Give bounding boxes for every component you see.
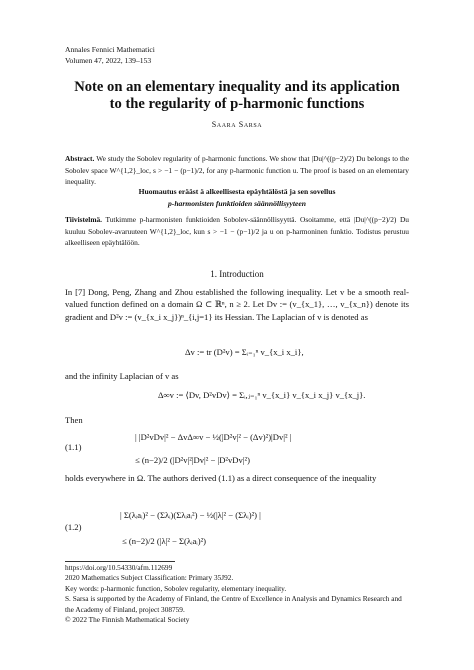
then-text: Then — [65, 415, 83, 425]
footnote-rule — [65, 561, 175, 562]
finnish-title — [65, 186, 409, 209]
section-heading: 1. Introduction — [210, 269, 264, 279]
footnotes — [65, 563, 409, 625]
finnish-abstract-text: Tutkimme p-harmonisten funktioiden Sobolev-säännöllisyyttä. Osoitamme, että |Du|^((p−2)/2) Du kuuluu Sobolev-avaruuteen W^{1,2}_loc, kun s > −1 − (p−1)/2 ja u on p-harmoninen funktio. Todistus perustuu alkeelliseen epäyhtälöön. — [65, 215, 409, 248]
abstract-text: We study the Sobolev regularity of p-harmonic functions. We show that |Du|^((p−2)/2) Du belongs to the Sobolev space W^{1,2}_loc, s > −1 − (p−1)/2, for any p-harmonic function u. The proof is based on an elementary inequality. — [65, 154, 409, 187]
title-line-1: Note on an elementary inequality and its application — [74, 79, 400, 95]
after-equation-text: holds everywhere in Ω. The authors derived (1.1) as a direct consequence of the inequality — [65, 473, 377, 483]
finnish-abstract-label: Tiivistelmä. — [65, 215, 103, 224]
doi-link[interactable]: https://doi.org/10.54330/afm.112699 — [65, 563, 173, 572]
journal-name: Annales Fennici Mathematici — [65, 45, 155, 54]
equation-infinity-laplacian: Δ∞v := ⟨Dv, D²vDv⟩ = Σᵢ,ⱼ₌₁ⁿ v_{x_i} v_{x_i x_j} v_{x_j}. — [158, 390, 366, 400]
journal-volume: Volumen 47, 2022, 139–153 — [65, 56, 152, 65]
equation-1-2-line-1: | Σ(λᵢaᵢ)² − (Σλᵢ)(Σλᵢaᵢ²) − ½(|λ|² − (Σλᵢ)²) | — [120, 510, 261, 520]
abstract-label: Abstract. — [65, 154, 95, 163]
title-line-2: to the regularity of p-harmonic functions — [109, 96, 365, 112]
equation-1-2-line-2: ≤ (n−2)/2 (|λ|² − Σ(λᵢaᵢ)²) — [122, 536, 207, 546]
msc-classification: 2020 Mathematics Subject Classification: Primary 35J92. — [65, 573, 234, 583]
equation-1-1-line-1: | |D²vDv|² − ΔvΔ∞v − ½(|D²v|² − (Δv)²)|Dv|² | — [135, 432, 292, 442]
equation-number-1-1: (1.1) — [65, 442, 82, 452]
equation-laplacian: Δv := tr (D²v) = Σᵢ₌₁ⁿ v_{x_i x_i}, — [185, 347, 304, 357]
abstract — [65, 153, 409, 188]
journal-header — [65, 44, 155, 66]
paper-title — [40, 79, 434, 113]
author-name: Saara Sarsa — [211, 120, 263, 129]
copyright-note: © 2022 The Finnish Mathematical Society — [65, 615, 190, 625]
finnish-title-line-2: p-harmonisten funktioiden säännöllisyyteen — [168, 198, 306, 208]
finnish-title-line-1: Huomautus erääst ä alkeellisesta epäyhtälöstä ja sen sovellus — [138, 187, 336, 196]
intro-paragraph: In [7] Dong, Peng, Zhang and Zhou established the following inequality. Let v be a smooth real-valued function defined on a domain Ω ⊂ ℝⁿ, n ≥ 2. Let Dv := (v_{x_1}, …, v_{x_n}) denote its gradient and D²v := (v_{x_i x_j})ⁿ_{i,j=1} its Hessian. The Laplacian of v is denoted as — [65, 287, 409, 322]
infinity-laplacian-intro: and the infinity Laplacian of v as — [65, 371, 179, 381]
funding-note: S. Sarsa is supported by the Academy of Finland, the Centre of Excellence in Analysis and Dynamics Research and the Academy of Finland, project 308759. — [65, 594, 402, 614]
keywords: Key words: p-harmonic function, Sobolev regularity, elementary inequality. — [65, 583, 287, 593]
equation-number-1-2: (1.2) — [65, 522, 82, 532]
equation-1-1-line-2: ≤ (n−2)/2 (|D²v|²|Dv|² − |D²vDv|²) — [135, 455, 250, 465]
finnish-abstract — [65, 214, 409, 249]
